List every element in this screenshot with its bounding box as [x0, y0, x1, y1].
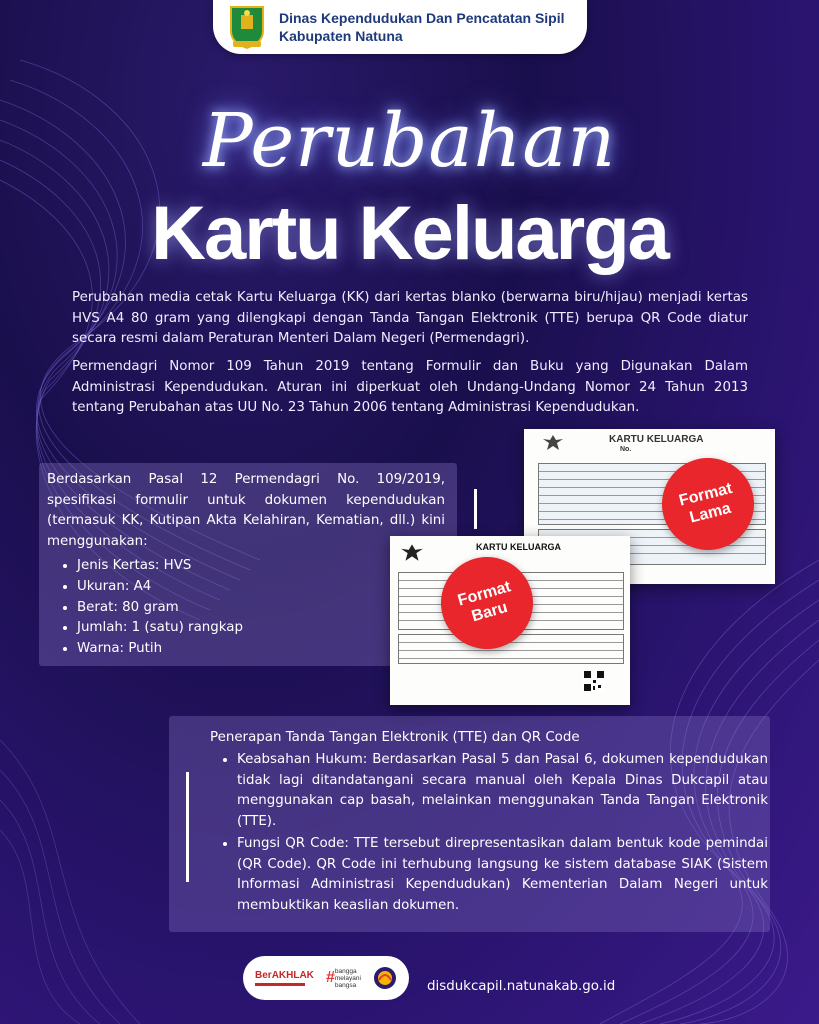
tte-heading: Penerapan Tanda Tangan Elektronik (TTE) dan QR Code	[210, 730, 580, 745]
spec-list	[63, 556, 243, 660]
spec-intro: Berdasarkan Pasal 12 Permendagri No. 109/2019, spesifikasi formulir untuk dokumen kependudukan (termasuk KK, Kutipan Akta Kelahiran, Kematian, dll.) kini menggunakan:	[47, 472, 445, 549]
agency-name-line1: Dinas Kependudukan Dan Pencatatan Sipil	[279, 10, 565, 26]
intro-paragraph-2: Permendagri Nomor 109 Tahun 2019 tentang Formulir dan Buku yang Digunakan Dalam Administrasi Kependudukan. Aturan ini diperkuat oleh Undang-Undang Nomor 24 Tahun 2013 tentang Perubahan atas UU No. 23 Tahun 2006 tentang Administrasi Kependudukan.	[72, 359, 748, 415]
format-baru-badge: Format Baru	[430, 546, 544, 660]
list-item: • Warna: Putih	[77, 639, 243, 660]
tte-box	[169, 716, 770, 932]
list-item: • Berat: 80 gram	[77, 598, 243, 619]
natuna-emblem-icon	[227, 5, 267, 49]
format-lama-badge: Format Lama	[652, 448, 764, 560]
mascot-logo-icon	[373, 966, 397, 990]
page-title: Kartu Keluarga	[151, 191, 668, 276]
title-script: Perubahan	[202, 98, 617, 184]
garuda-icon	[542, 433, 564, 451]
footer-logos	[243, 956, 409, 1000]
logo2-line2: melayani	[334, 974, 361, 982]
new-doc-title: KARTU KELUARGA	[476, 542, 561, 552]
list-item: • Fungsi QR Code: TTE tersebut direpresentasikan dalam bentuk kode pemindai (QR Code). QR Code ini terhubung langsung ke sistem database SIAK (Sistem Informasi Administrasi Kependudukan) Kementerian Dalam Negeri untuk membuktikan keaslian dokumen.	[237, 834, 768, 916]
list-item: • Ukuran: A4	[77, 577, 243, 598]
agency-name-line2: Kabupaten Natuna	[279, 28, 403, 44]
list-item: • Jenis Kertas: HVS	[77, 556, 243, 577]
logo2-line1: bangga	[334, 967, 357, 975]
old-doc-number: No.	[620, 446, 632, 453]
divider	[186, 772, 189, 882]
berakhlak-logo-underline	[255, 983, 305, 986]
list-item: • Keabsahan Hukum: Berdasarkan Pasal 5 dan Pasal 6, dokumen kependudukan tidak lagi ditandatangani secara manual oleh Kepala Dinas Dukcapil atau menggunakan cap basah, melainkan menggunakan Tanda Tangan Elektronik (TTE).	[237, 750, 768, 832]
website-url: disdukcapil.natunakab.go.id	[427, 979, 616, 994]
hashtag-icon: #	[325, 969, 335, 986]
berakhlak-logo	[255, 970, 314, 986]
list-item: • Jumlah: 1 (satu) rangkap	[77, 618, 243, 639]
qr-code-icon	[583, 670, 605, 692]
bangga-melayani-logo	[326, 968, 361, 989]
garuda-icon	[400, 542, 424, 562]
berakhlak-logo-text: BerAKHLAK	[255, 970, 314, 981]
intro-paragraph-1: Perubahan media cetak Kartu Keluarga (KK) dari kertas blanko (berwarna biru/hijau) menjadi kertas HVS A4 80 gram yang dilengkapi dengan Tanda Tangan Elektronik (TTE) berupa QR Code diatur secara resmi dalam Peraturan Menteri Dalam Negeri (Permendagri).	[72, 290, 748, 346]
agency-name	[279, 9, 565, 45]
divider	[474, 489, 477, 529]
tte-list	[221, 750, 768, 918]
logo2-line3: bangsa	[334, 981, 357, 989]
header-banner	[213, 0, 587, 54]
old-doc-title: KARTU KELUARGA	[609, 434, 704, 445]
